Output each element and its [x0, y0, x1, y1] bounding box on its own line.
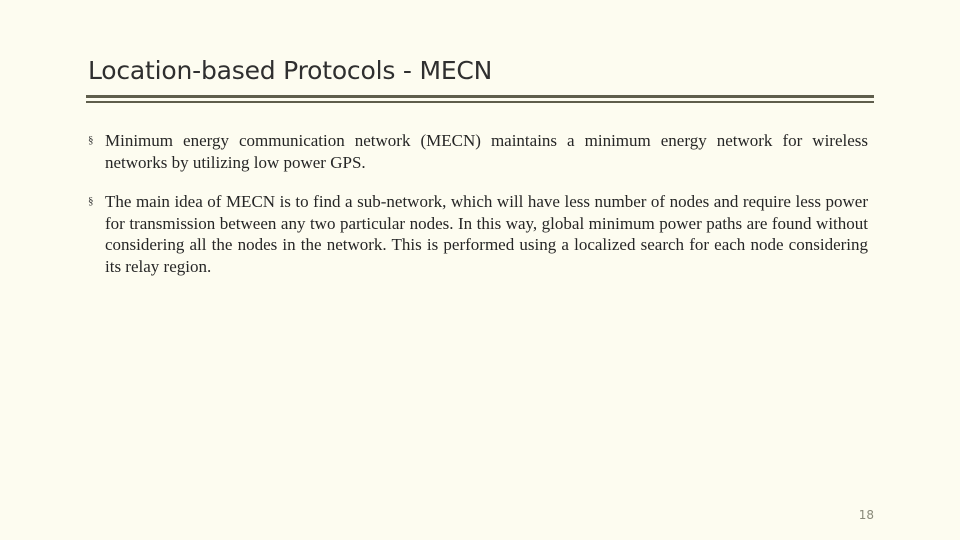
page-number: 18	[858, 508, 874, 522]
title-rule-thin	[86, 101, 874, 103]
bullet-item	[88, 191, 868, 277]
slide-body	[88, 130, 868, 295]
slide-title: Location-based Protocols - MECN	[88, 56, 493, 85]
bullet-item	[88, 130, 868, 173]
bullet-marker-icon: §	[88, 134, 94, 146]
bullet-marker-icon: §	[88, 195, 94, 207]
title-rule-thick	[86, 95, 874, 98]
bullet-text: The main idea of MECN is to find a sub-network, which will have less number of nodes and require less power for transmission between any two particular nodes. In this way, global minimum power paths are found without considering all the nodes in the network. This is performed using a localized search for each node considering its relay region.	[105, 192, 868, 276]
bullet-text: Minimum energy communication network (MECN) maintains a minimum energy network for wireless networks by utilizing low power GPS.	[105, 131, 868, 172]
